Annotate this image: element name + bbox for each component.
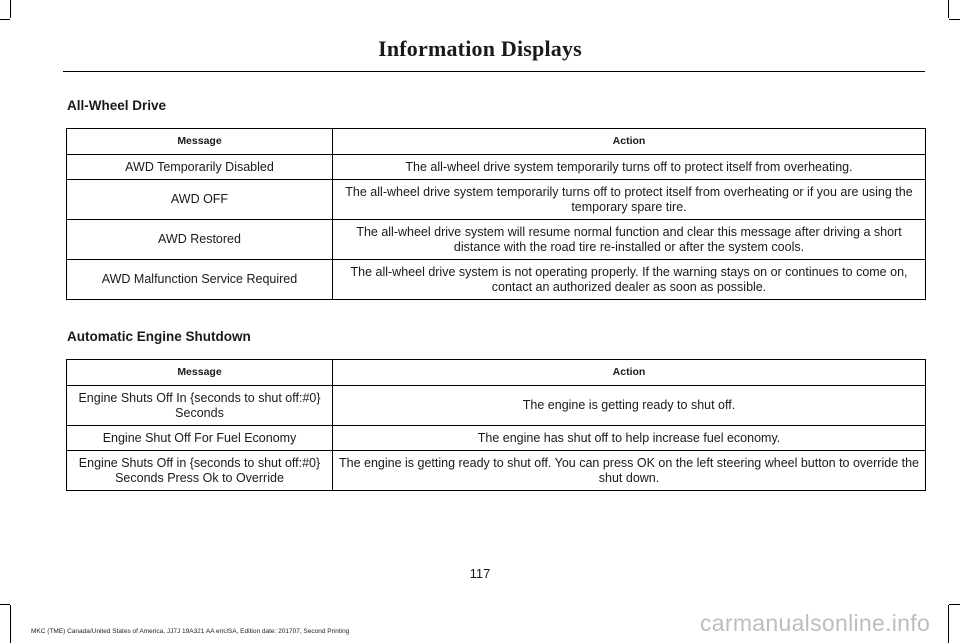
header-divider (63, 71, 925, 72)
section-title-automatic-engine-shutdown: Automatic Engine Shutdown (67, 329, 251, 344)
table-row (67, 451, 926, 491)
action-cell: The all-wheel drive system will resume normal function and clear this message after driving a short distance with the road tire re-installed or after the system cools. (333, 220, 926, 260)
message-cell: Engine Shuts Off In {seconds to shut off:#0} Seconds (67, 386, 333, 426)
watermark: carmanualsonline.info (700, 610, 931, 636)
table-row (67, 260, 926, 300)
section-title-all-wheel-drive: All-Wheel Drive (67, 98, 167, 113)
message-cell: AWD Restored (67, 220, 333, 260)
table-row (67, 220, 926, 260)
message-cell: AWD OFF (67, 180, 333, 220)
crop-mark-bottom-left-v (10, 605, 11, 643)
crop-mark-bottom-right-h (949, 604, 960, 605)
action-cell: The engine is getting ready to shut off. (333, 386, 926, 426)
crop-mark-top-left-h (0, 19, 10, 20)
table-row (67, 180, 926, 220)
message-cell: Engine Shuts Off in {seconds to shut off:#0} Seconds Press Ok to Override (67, 451, 333, 491)
table-row (67, 155, 926, 180)
crop-mark-top-left-v (10, 0, 11, 18)
column-header-message: Message (67, 129, 333, 155)
table-row (67, 426, 926, 451)
action-cell: The all-wheel drive system temporarily turns off to protect itself from overheating. (333, 155, 926, 180)
action-cell: The engine is getting ready to shut off. You can press OK on the left steering wheel button to override the shut down. (333, 451, 926, 491)
crop-mark-top-right-v (948, 0, 949, 18)
column-header-action: Action (333, 129, 926, 155)
action-cell: The all-wheel drive system temporarily turns off to protect itself from overheating or if you are using the temporary spare tire. (333, 180, 926, 220)
action-cell: The all-wheel drive system is not operating properly. If the warning stays on or continues to come on, contact an authorized dealer as soon as possible. (333, 260, 926, 300)
table-header-row (67, 129, 926, 155)
engine-shutdown-message-table (66, 359, 926, 491)
edition-footer: MKC (TME) Canada/United States of America, JJ7J 19A321 AA enUSA, Edition date: 201707, Second Printing (31, 628, 350, 635)
page-header-title: Information Displays (378, 36, 582, 61)
crop-mark-bottom-right-v (948, 605, 949, 643)
crop-mark-bottom-left-h (0, 604, 10, 605)
message-cell: AWD Temporarily Disabled (67, 155, 333, 180)
message-cell: AWD Malfunction Service Required (67, 260, 333, 300)
column-header-message: Message (67, 360, 333, 386)
crop-mark-top-right-h (949, 19, 960, 20)
action-cell: The engine has shut off to help increase fuel economy. (333, 426, 926, 451)
column-header-action: Action (333, 360, 926, 386)
awd-message-table (66, 128, 926, 300)
table-header-row (67, 360, 926, 386)
table-row (67, 386, 926, 426)
page-number: 117 (469, 566, 491, 581)
message-cell: Engine Shut Off For Fuel Economy (67, 426, 333, 451)
